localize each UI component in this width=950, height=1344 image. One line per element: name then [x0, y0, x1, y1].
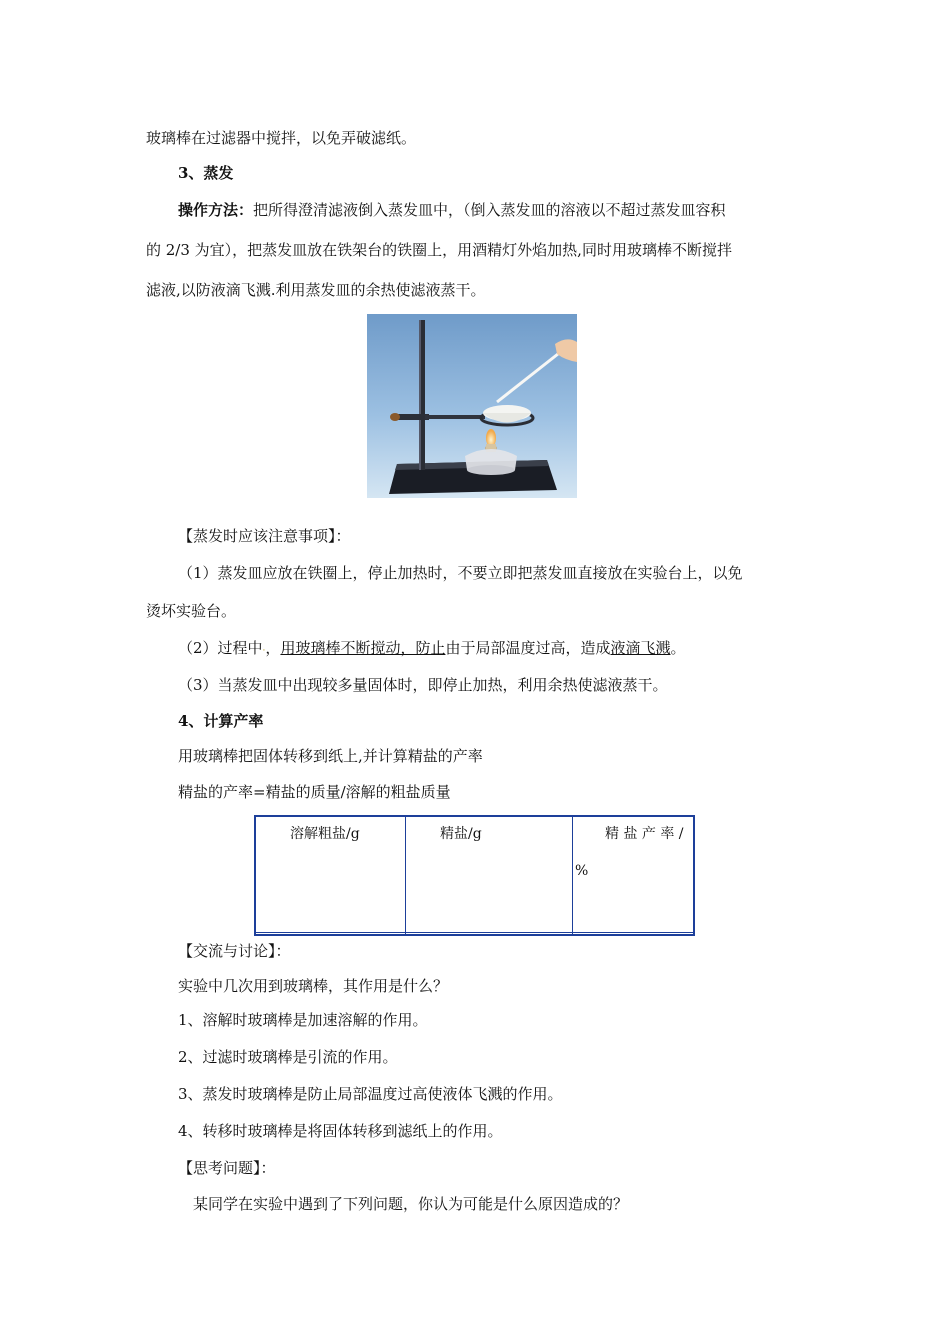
notes-item1-line1: （1）蒸发皿应放在铁圈上，停止加热时，不要立即把蒸发皿直接放在实验台上，以免	[178, 564, 743, 582]
table-cell	[255, 933, 406, 935]
col-yield: 精 盐 产 率 /	[605, 826, 684, 842]
marker-dot: ·	[262, 646, 266, 656]
method-line2: 的 2/3 为宜），把蒸发皿放在铁架台的铁圈上，用酒精灯外焰加热,同时用玻璃棒不断搅拌	[146, 241, 732, 259]
table-header-cell	[573, 816, 695, 933]
discussion-answer-4: 4、转移时玻璃棒是将固体转移到滤纸上的作用。	[178, 1122, 503, 1140]
evaporation-apparatus-photo	[367, 314, 577, 498]
thinking-heading: 【思考问题】：	[178, 1159, 276, 1177]
yield-table	[254, 815, 695, 936]
method-label: 操作方法：	[178, 201, 254, 219]
section4-line1: 用玻璃棒把固体转移到纸上,并计算精盐的产率	[178, 747, 483, 765]
notes-heading: 【蒸发时应该注意事项】：	[178, 527, 351, 545]
notes-item2-middle: 由于局部温度过高，造成	[445, 639, 611, 657]
section3-heading: 3、蒸发	[178, 164, 234, 182]
notes-item2-underline2: 液滴飞溅	[610, 639, 671, 657]
notes-item2-suffix: 。	[670, 639, 686, 657]
method-line3: 滤液,以防液滴飞溅.利用蒸发皿的余热使滤液蒸干。	[146, 281, 486, 299]
col-yield-unit: %	[575, 863, 589, 879]
discussion-heading: 【交流与讨论】：	[178, 942, 291, 960]
notes-item3: （3）当蒸发皿中出现较多量固体时，即停止加热，利用余热使滤液蒸干。	[178, 676, 668, 694]
col-crude-salt: 溶解粗盐/g	[290, 826, 360, 842]
discussion-answer-3: 3、蒸发时玻璃棒是防止局部温度过高使液体飞溅的作用。	[178, 1085, 563, 1103]
table-header-cell	[255, 816, 406, 933]
notes-item1-line2: 烫坏实验台。	[146, 602, 237, 620]
discussion-answer-2: 2、过滤时玻璃棒是引流的作用。	[178, 1048, 398, 1066]
thinking-line1: 某同学在实验中遇到了下列问题，你认为可能是什么原因造成的？	[193, 1195, 629, 1213]
table-header-cell	[406, 816, 573, 933]
col-refined-salt: 精盐/g	[440, 826, 482, 842]
method-line1	[178, 200, 726, 220]
table-cell	[406, 933, 573, 935]
section4-heading: 4、计算产率	[178, 712, 264, 730]
discussion-answer-1: 1、溶解时玻璃棒是加速溶解的作用。	[178, 1011, 428, 1029]
section4-line2: 精盐的产率=精盐的质量/溶解的粗盐质量	[178, 783, 451, 801]
notes-item2-underline1: 用玻璃棒不断搅动，防止	[280, 639, 446, 657]
notes-item2-prefix: （2）过程中	[178, 639, 263, 657]
discussion-question: 实验中几次用到玻璃棒，其作用是什么？	[178, 977, 449, 995]
table-cell	[573, 933, 695, 935]
intro-line: 玻璃棒在过滤器中搅拌，以免弄破滤纸。	[146, 129, 417, 147]
method-text1: 把所得澄清滤液倒入蒸发皿中，（倒入蒸发皿的溶液以不超过蒸发皿容积	[253, 201, 726, 219]
notes-item2: （2）过程中·，用玻璃棒不断搅动，防止由于局部温度过高，造成液滴飞溅。	[178, 639, 686, 657]
